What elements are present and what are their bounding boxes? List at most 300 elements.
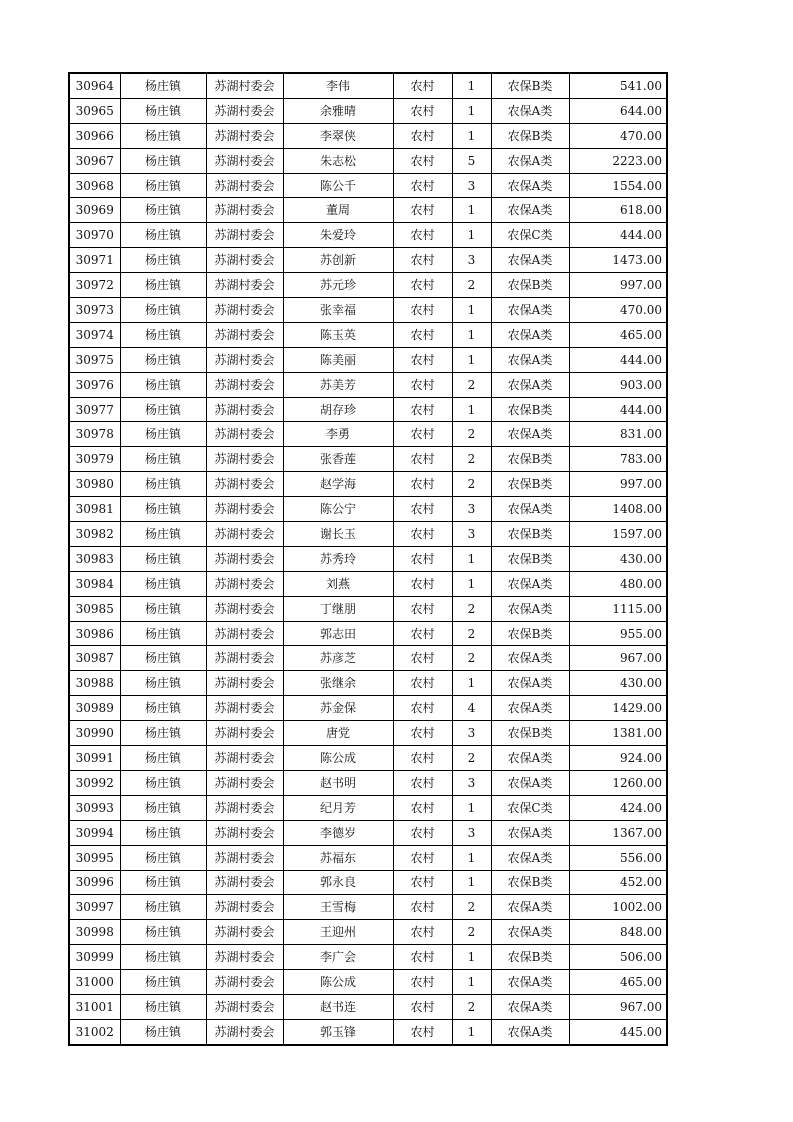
town-cell: 杨庄镇 <box>120 721 206 746</box>
person-name-cell: 郭永良 <box>283 870 393 895</box>
area-type-cell: 农村 <box>393 571 452 596</box>
table-row <box>69 920 667 945</box>
village-committee-cell: 苏湖村委会 <box>206 994 283 1019</box>
area-type-cell: 农村 <box>393 920 452 945</box>
area-type-cell: 农村 <box>393 198 452 223</box>
person-name-cell: 陈公千 <box>283 173 393 198</box>
town-cell: 杨庄镇 <box>120 770 206 795</box>
table-row <box>69 397 667 422</box>
amount-cell: 444.00 <box>569 347 667 372</box>
row-id-cell: 30972 <box>69 273 120 298</box>
amount-cell: 967.00 <box>569 646 667 671</box>
village-committee-cell: 苏湖村委会 <box>206 372 283 397</box>
village-committee-cell: 苏湖村委会 <box>206 1019 283 1044</box>
household-count-cell: 1 <box>452 845 491 870</box>
insurance-category-cell: 农保A类 <box>491 322 569 347</box>
household-count-cell: 1 <box>452 970 491 995</box>
household-count-cell: 3 <box>452 173 491 198</box>
row-id-cell: 30969 <box>69 198 120 223</box>
table-row <box>69 895 667 920</box>
table-row <box>69 73 667 98</box>
person-name-cell: 余雅晴 <box>283 98 393 123</box>
person-name-cell: 李德岁 <box>283 820 393 845</box>
insurance-category-cell: 农保B类 <box>491 522 569 547</box>
household-count-cell: 1 <box>452 73 491 98</box>
row-id-cell: 30984 <box>69 571 120 596</box>
row-id-cell: 30999 <box>69 945 120 970</box>
household-count-cell: 1 <box>452 571 491 596</box>
insurance-category-cell: 农保A类 <box>491 920 569 945</box>
row-id-cell: 30985 <box>69 596 120 621</box>
insurance-category-cell: 农保A类 <box>491 173 569 198</box>
household-count-cell: 1 <box>452 795 491 820</box>
insurance-category-cell: 农保B类 <box>491 870 569 895</box>
household-count-cell: 1 <box>452 123 491 148</box>
insurance-category-cell: 农保B类 <box>491 73 569 98</box>
row-id-cell: 30977 <box>69 397 120 422</box>
row-id-cell: 30980 <box>69 472 120 497</box>
person-name-cell: 郭志田 <box>283 621 393 646</box>
person-name-cell: 胡存珍 <box>283 397 393 422</box>
amount-cell: 2223.00 <box>569 148 667 173</box>
insurance-category-cell: 农保A类 <box>491 198 569 223</box>
town-cell: 杨庄镇 <box>120 422 206 447</box>
area-type-cell: 农村 <box>393 372 452 397</box>
area-type-cell: 农村 <box>393 497 452 522</box>
table-row <box>69 870 667 895</box>
amount-cell: 848.00 <box>569 920 667 945</box>
household-count-cell: 2 <box>452 920 491 945</box>
table-row <box>69 994 667 1019</box>
household-count-cell: 3 <box>452 522 491 547</box>
village-committee-cell: 苏湖村委会 <box>206 920 283 945</box>
amount-cell: 430.00 <box>569 546 667 571</box>
table-row <box>69 497 667 522</box>
village-committee-cell: 苏湖村委会 <box>206 795 283 820</box>
village-committee-cell: 苏湖村委会 <box>206 472 283 497</box>
amount-cell: 424.00 <box>569 795 667 820</box>
household-count-cell: 2 <box>452 372 491 397</box>
village-committee-cell: 苏湖村委会 <box>206 347 283 372</box>
village-committee-cell: 苏湖村委会 <box>206 298 283 323</box>
table-row <box>69 198 667 223</box>
row-id-cell: 30983 <box>69 546 120 571</box>
area-type-cell: 农村 <box>393 173 452 198</box>
insurance-category-cell: 农保A类 <box>491 1019 569 1044</box>
person-name-cell: 陈玉英 <box>283 322 393 347</box>
table-row <box>69 770 667 795</box>
table-row <box>69 721 667 746</box>
person-name-cell: 李伟 <box>283 73 393 98</box>
amount-cell: 644.00 <box>569 98 667 123</box>
row-id-cell: 30991 <box>69 746 120 771</box>
village-committee-cell: 苏湖村委会 <box>206 173 283 198</box>
household-count-cell: 1 <box>452 546 491 571</box>
household-count-cell: 3 <box>452 248 491 273</box>
row-id-cell: 30974 <box>69 322 120 347</box>
amount-cell: 1554.00 <box>569 173 667 198</box>
town-cell: 杨庄镇 <box>120 696 206 721</box>
amount-cell: 1367.00 <box>569 820 667 845</box>
amount-cell: 556.00 <box>569 845 667 870</box>
household-count-cell: 3 <box>452 820 491 845</box>
person-name-cell: 赵学海 <box>283 472 393 497</box>
person-name-cell: 李勇 <box>283 422 393 447</box>
table-row <box>69 646 667 671</box>
insurance-category-cell: 农保B类 <box>491 546 569 571</box>
insurance-category-cell: 农保B类 <box>491 621 569 646</box>
area-type-cell: 农村 <box>393 522 452 547</box>
household-count-cell: 1 <box>452 347 491 372</box>
person-name-cell: 唐党 <box>283 721 393 746</box>
household-count-cell: 4 <box>452 696 491 721</box>
town-cell: 杨庄镇 <box>120 945 206 970</box>
table-row <box>69 273 667 298</box>
records-table <box>68 72 668 1046</box>
village-committee-cell: 苏湖村委会 <box>206 721 283 746</box>
town-cell: 杨庄镇 <box>120 870 206 895</box>
village-committee-cell: 苏湖村委会 <box>206 945 283 970</box>
insurance-category-cell: 农保A类 <box>491 696 569 721</box>
area-type-cell: 农村 <box>393 273 452 298</box>
insurance-category-cell: 农保A类 <box>491 970 569 995</box>
row-id-cell: 30986 <box>69 621 120 646</box>
household-count-cell: 1 <box>452 223 491 248</box>
row-id-cell: 30973 <box>69 298 120 323</box>
amount-cell: 1429.00 <box>569 696 667 721</box>
area-type-cell: 农村 <box>393 696 452 721</box>
town-cell: 杨庄镇 <box>120 621 206 646</box>
row-id-cell: 31000 <box>69 970 120 995</box>
insurance-category-cell: 农保A类 <box>491 646 569 671</box>
household-count-cell: 2 <box>452 273 491 298</box>
row-id-cell: 30988 <box>69 671 120 696</box>
town-cell: 杨庄镇 <box>120 994 206 1019</box>
amount-cell: 444.00 <box>569 223 667 248</box>
row-id-cell: 30997 <box>69 895 120 920</box>
insurance-category-cell: 农保A类 <box>491 148 569 173</box>
person-name-cell: 刘燕 <box>283 571 393 596</box>
area-type-cell: 农村 <box>393 770 452 795</box>
row-id-cell: 30993 <box>69 795 120 820</box>
town-cell: 杨庄镇 <box>120 895 206 920</box>
household-count-cell: 2 <box>452 447 491 472</box>
amount-cell: 955.00 <box>569 621 667 646</box>
table-row <box>69 596 667 621</box>
household-count-cell: 2 <box>452 746 491 771</box>
insurance-category-cell: 农保A类 <box>491 422 569 447</box>
village-committee-cell: 苏湖村委会 <box>206 746 283 771</box>
table-row <box>69 970 667 995</box>
village-committee-cell: 苏湖村委会 <box>206 671 283 696</box>
village-committee-cell: 苏湖村委会 <box>206 198 283 223</box>
person-name-cell: 张幸福 <box>283 298 393 323</box>
area-type-cell: 农村 <box>393 472 452 497</box>
village-committee-cell: 苏湖村委会 <box>206 845 283 870</box>
amount-cell: 903.00 <box>569 372 667 397</box>
household-count-cell: 3 <box>452 497 491 522</box>
row-id-cell: 30975 <box>69 347 120 372</box>
amount-cell: 430.00 <box>569 671 667 696</box>
row-id-cell: 30990 <box>69 721 120 746</box>
area-type-cell: 农村 <box>393 596 452 621</box>
household-count-cell: 1 <box>452 198 491 223</box>
village-committee-cell: 苏湖村委会 <box>206 397 283 422</box>
village-committee-cell: 苏湖村委会 <box>206 273 283 298</box>
row-id-cell: 30995 <box>69 845 120 870</box>
insurance-category-cell: 农保C类 <box>491 223 569 248</box>
insurance-category-cell: 农保A类 <box>491 497 569 522</box>
town-cell: 杨庄镇 <box>120 123 206 148</box>
area-type-cell: 农村 <box>393 671 452 696</box>
person-name-cell: 王雪梅 <box>283 895 393 920</box>
town-cell: 杨庄镇 <box>120 173 206 198</box>
person-name-cell: 苏秀玲 <box>283 546 393 571</box>
village-committee-cell: 苏湖村委会 <box>206 895 283 920</box>
table-row <box>69 248 667 273</box>
village-committee-cell: 苏湖村委会 <box>206 123 283 148</box>
amount-cell: 445.00 <box>569 1019 667 1044</box>
village-committee-cell: 苏湖村委会 <box>206 447 283 472</box>
village-committee-cell: 苏湖村委会 <box>206 770 283 795</box>
insurance-category-cell: 农保A类 <box>491 298 569 323</box>
person-name-cell: 王迎州 <box>283 920 393 945</box>
area-type-cell: 农村 <box>393 721 452 746</box>
row-id-cell: 30965 <box>69 98 120 123</box>
row-id-cell: 30979 <box>69 447 120 472</box>
person-name-cell: 张继余 <box>283 671 393 696</box>
insurance-category-cell: 农保A类 <box>491 372 569 397</box>
household-count-cell: 2 <box>452 646 491 671</box>
town-cell: 杨庄镇 <box>120 223 206 248</box>
town-cell: 杨庄镇 <box>120 845 206 870</box>
town-cell: 杨庄镇 <box>120 920 206 945</box>
town-cell: 杨庄镇 <box>120 746 206 771</box>
area-type-cell: 农村 <box>393 123 452 148</box>
household-count-cell: 2 <box>452 422 491 447</box>
person-name-cell: 苏彦芝 <box>283 646 393 671</box>
town-cell: 杨庄镇 <box>120 148 206 173</box>
amount-cell: 1381.00 <box>569 721 667 746</box>
household-count-cell: 2 <box>452 895 491 920</box>
row-id-cell: 30970 <box>69 223 120 248</box>
row-id-cell: 30996 <box>69 870 120 895</box>
village-committee-cell: 苏湖村委会 <box>206 621 283 646</box>
amount-cell: 444.00 <box>569 397 667 422</box>
table-row <box>69 98 667 123</box>
household-count-cell: 1 <box>452 945 491 970</box>
area-type-cell: 农村 <box>393 98 452 123</box>
table-row <box>69 546 667 571</box>
household-count-cell: 3 <box>452 721 491 746</box>
town-cell: 杨庄镇 <box>120 397 206 422</box>
amount-cell: 618.00 <box>569 198 667 223</box>
insurance-category-cell: 农保B类 <box>491 123 569 148</box>
person-name-cell: 陈美丽 <box>283 347 393 372</box>
row-id-cell: 30981 <box>69 497 120 522</box>
area-type-cell: 农村 <box>393 546 452 571</box>
area-type-cell: 农村 <box>393 746 452 771</box>
area-type-cell: 农村 <box>393 820 452 845</box>
person-name-cell: 赵书连 <box>283 994 393 1019</box>
area-type-cell: 农村 <box>393 945 452 970</box>
town-cell: 杨庄镇 <box>120 347 206 372</box>
insurance-category-cell: 农保B类 <box>491 472 569 497</box>
area-type-cell: 农村 <box>393 895 452 920</box>
village-committee-cell: 苏湖村委会 <box>206 248 283 273</box>
person-name-cell: 陈公宁 <box>283 497 393 522</box>
person-name-cell: 陈公成 <box>283 746 393 771</box>
town-cell: 杨庄镇 <box>120 596 206 621</box>
table-row <box>69 696 667 721</box>
person-name-cell: 苏创新 <box>283 248 393 273</box>
area-type-cell: 农村 <box>393 621 452 646</box>
insurance-category-cell: 农保A类 <box>491 746 569 771</box>
row-id-cell: 30966 <box>69 123 120 148</box>
area-type-cell: 农村 <box>393 870 452 895</box>
household-count-cell: 1 <box>452 870 491 895</box>
table-row <box>69 298 667 323</box>
town-cell: 杨庄镇 <box>120 497 206 522</box>
table-row <box>69 795 667 820</box>
household-count-cell: 3 <box>452 770 491 795</box>
town-cell: 杨庄镇 <box>120 73 206 98</box>
town-cell: 杨庄镇 <box>120 472 206 497</box>
village-committee-cell: 苏湖村委会 <box>206 870 283 895</box>
insurance-category-cell: 农保C类 <box>491 795 569 820</box>
area-type-cell: 农村 <box>393 646 452 671</box>
household-count-cell: 2 <box>452 472 491 497</box>
row-id-cell: 30968 <box>69 173 120 198</box>
person-name-cell: 李广会 <box>283 945 393 970</box>
town-cell: 杨庄镇 <box>120 820 206 845</box>
amount-cell: 541.00 <box>569 73 667 98</box>
village-committee-cell: 苏湖村委会 <box>206 970 283 995</box>
table-row <box>69 173 667 198</box>
amount-cell: 783.00 <box>569 447 667 472</box>
household-count-cell: 1 <box>452 298 491 323</box>
town-cell: 杨庄镇 <box>120 198 206 223</box>
table-row <box>69 945 667 970</box>
town-cell: 杨庄镇 <box>120 248 206 273</box>
table-row <box>69 347 667 372</box>
amount-cell: 997.00 <box>569 273 667 298</box>
insurance-category-cell: 农保A类 <box>491 248 569 273</box>
person-name-cell: 张香莲 <box>283 447 393 472</box>
town-cell: 杨庄镇 <box>120 522 206 547</box>
amount-cell: 465.00 <box>569 970 667 995</box>
row-id-cell: 30967 <box>69 148 120 173</box>
table-row <box>69 322 667 347</box>
amount-cell: 967.00 <box>569 994 667 1019</box>
row-id-cell: 31001 <box>69 994 120 1019</box>
person-name-cell: 郭玉锋 <box>283 1019 393 1044</box>
table-row <box>69 123 667 148</box>
area-type-cell: 农村 <box>393 970 452 995</box>
person-name-cell: 苏金保 <box>283 696 393 721</box>
insurance-category-cell: 农保B类 <box>491 273 569 298</box>
village-committee-cell: 苏湖村委会 <box>206 646 283 671</box>
area-type-cell: 农村 <box>393 397 452 422</box>
insurance-category-cell: 农保A类 <box>491 98 569 123</box>
person-name-cell: 李翠侠 <box>283 123 393 148</box>
person-name-cell: 赵书明 <box>283 770 393 795</box>
town-cell: 杨庄镇 <box>120 571 206 596</box>
area-type-cell: 农村 <box>393 322 452 347</box>
area-type-cell: 农村 <box>393 795 452 820</box>
table-row <box>69 522 667 547</box>
amount-cell: 1408.00 <box>569 497 667 522</box>
insurance-category-cell: 农保B类 <box>491 447 569 472</box>
person-name-cell: 朱志松 <box>283 148 393 173</box>
household-count-cell: 2 <box>452 596 491 621</box>
person-name-cell: 苏元珍 <box>283 273 393 298</box>
village-committee-cell: 苏湖村委会 <box>206 571 283 596</box>
person-name-cell: 纪月芳 <box>283 795 393 820</box>
village-committee-cell: 苏湖村委会 <box>206 148 283 173</box>
table-row <box>69 746 667 771</box>
amount-cell: 1473.00 <box>569 248 667 273</box>
row-id-cell: 30978 <box>69 422 120 447</box>
amount-cell: 470.00 <box>569 298 667 323</box>
table-row <box>69 447 667 472</box>
amount-cell: 480.00 <box>569 571 667 596</box>
village-committee-cell: 苏湖村委会 <box>206 497 283 522</box>
village-committee-cell: 苏湖村委会 <box>206 98 283 123</box>
table-row <box>69 372 667 397</box>
amount-cell: 465.00 <box>569 322 667 347</box>
town-cell: 杨庄镇 <box>120 795 206 820</box>
person-name-cell: 丁继朋 <box>283 596 393 621</box>
household-count-cell: 1 <box>452 397 491 422</box>
town-cell: 杨庄镇 <box>120 646 206 671</box>
row-id-cell: 30992 <box>69 770 120 795</box>
table-row <box>69 422 667 447</box>
insurance-category-cell: 农保A类 <box>491 671 569 696</box>
town-cell: 杨庄镇 <box>120 970 206 995</box>
town-cell: 杨庄镇 <box>120 273 206 298</box>
town-cell: 杨庄镇 <box>120 1019 206 1044</box>
row-id-cell: 30994 <box>69 820 120 845</box>
person-name-cell: 苏美芳 <box>283 372 393 397</box>
table-row <box>69 621 667 646</box>
row-id-cell: 30971 <box>69 248 120 273</box>
person-name-cell: 朱爱玲 <box>283 223 393 248</box>
insurance-category-cell: 农保A类 <box>491 770 569 795</box>
table-row <box>69 223 667 248</box>
row-id-cell: 31002 <box>69 1019 120 1044</box>
insurance-category-cell: 农保B类 <box>491 721 569 746</box>
village-committee-cell: 苏湖村委会 <box>206 322 283 347</box>
area-type-cell: 农村 <box>393 223 452 248</box>
area-type-cell: 农村 <box>393 447 452 472</box>
area-type-cell: 农村 <box>393 73 452 98</box>
table-row <box>69 845 667 870</box>
row-id-cell: 30982 <box>69 522 120 547</box>
person-name-cell: 谢长玉 <box>283 522 393 547</box>
table-row <box>69 571 667 596</box>
area-type-cell: 农村 <box>393 148 452 173</box>
village-committee-cell: 苏湖村委会 <box>206 522 283 547</box>
area-type-cell: 农村 <box>393 347 452 372</box>
village-committee-cell: 苏湖村委会 <box>206 820 283 845</box>
village-committee-cell: 苏湖村委会 <box>206 422 283 447</box>
amount-cell: 1260.00 <box>569 770 667 795</box>
insurance-category-cell: 农保A类 <box>491 820 569 845</box>
household-count-cell: 1 <box>452 98 491 123</box>
table-row <box>69 820 667 845</box>
amount-cell: 452.00 <box>569 870 667 895</box>
